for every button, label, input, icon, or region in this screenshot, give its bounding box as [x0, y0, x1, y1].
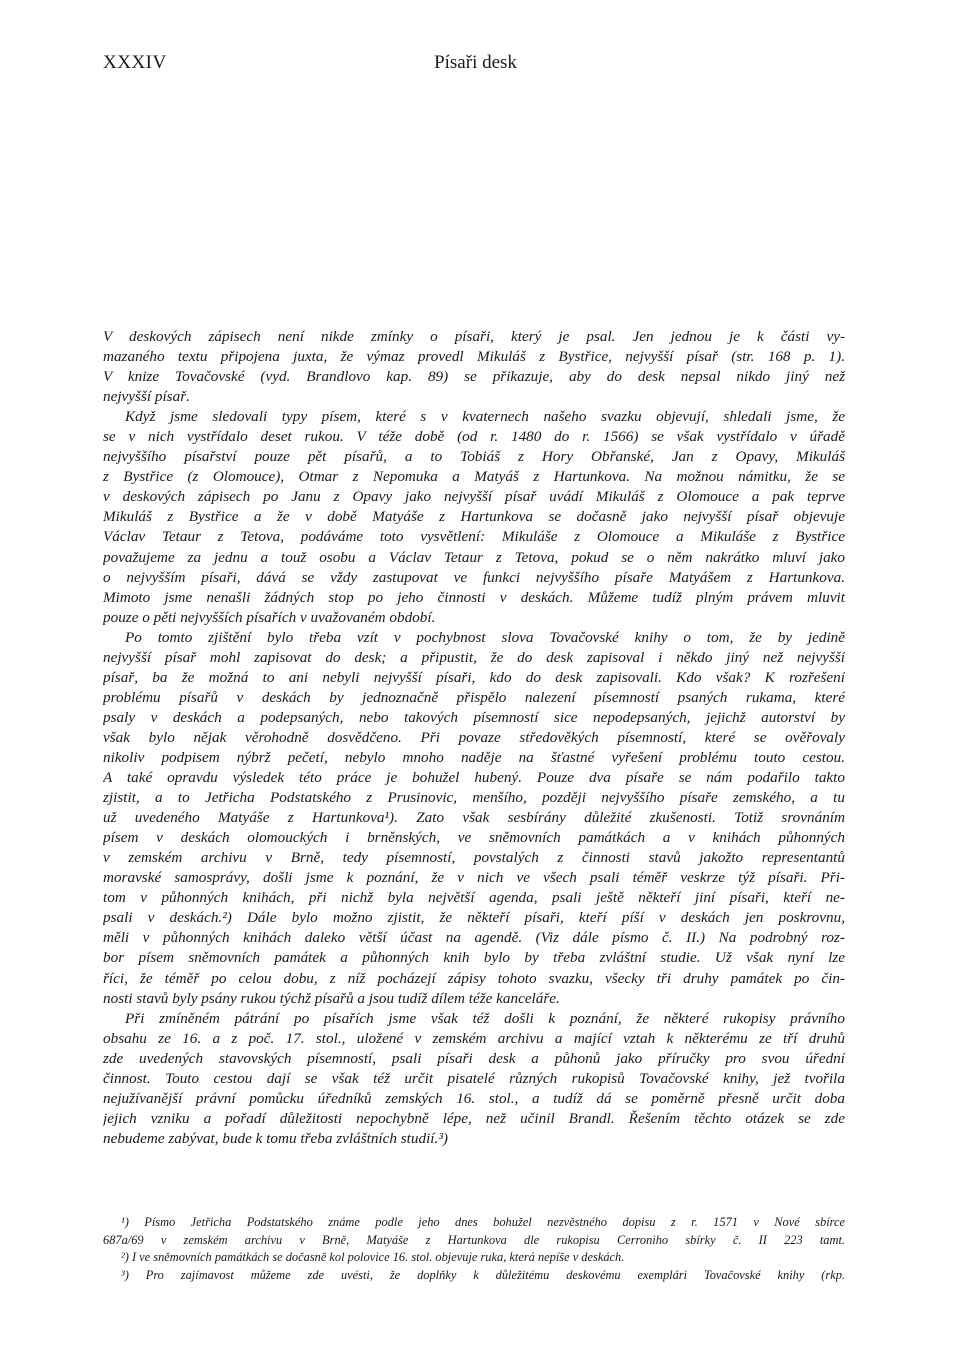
body-line: už uvedeného Matyáše z Hartunkova¹). Zato však sesbírány důležité zkušenosti. Totiž srovnáním: [103, 809, 845, 827]
body-line: se v nich vystřídalo deset rukou. V téže době (od r. 1480 do r. 1566) se však vystřídalo v úřadě: [103, 428, 845, 446]
body-text: [103, 327, 845, 1149]
footnote-line: ³) Pro zajímavost můžeme zde uvésti, že doplňky k důležitému deskovému exemplári Tovačovské knihy (rkp.: [121, 1267, 845, 1282]
body-line: A také opravdu výsledek této práce je bohužel hubený. Pouze dva písaře se nám podařilo takto: [103, 769, 845, 787]
footnotes: [103, 1214, 845, 1284]
body-line: z Bystřice (z Olomouce), Otmar z Nepomuka a Matyáš z Hartunkova. Na možnou námitku, že se: [103, 468, 845, 486]
body-line: V deskových zápisech není nikde zmínky o písaři, který je psal. Jen jednou je k části vy-: [103, 328, 845, 345]
body-line: nejužívanější právní pomůcku úředníků zemských 16. stol., a tudíž dá se poměrně přesně určit doba: [103, 1089, 845, 1107]
body-line: nosti stavů byly psány rukou týchž písařů a jsou tudíž dílem téže kanceláře.: [103, 989, 560, 1007]
body-line: problému písařů v deskách by jednoznačně přispělo nalezení písemností psaných rukama, které: [103, 688, 845, 706]
footnote-line: ¹) Písmo Jetřicha Podstatského známe podle jeho dnes bohužel nezvěstného dopisu z r. 1571 v Nové sbírce: [121, 1215, 845, 1229]
body-line: zjistit, a to Jetřicha Podstatského z Prusinovic, menšího, později nejvyššího písaře zemského, a tu: [103, 789, 845, 807]
body-line: o nejvyšším písaři, dává se vždy zastupovat ve funkci nejvyššího písaře Matyášem z Hartunkova.: [103, 568, 845, 586]
body-line: v deskových zápisech po Janu z Opavy jako nejvyšší písař uvádí Mikuláš z Olomouce a pak teprve: [103, 488, 845, 506]
body-line: Při zmíněném pátrání po písařích jsme však též došli k poznání, že některé rukopisy právního: [125, 1009, 845, 1027]
page-number: XXXIV: [103, 52, 167, 73]
body-line: písař, ba že možná to ani nebyli nejvyšší písaři, kdo do desk zapisovali. Kdo však? K rozřešení: [103, 668, 845, 686]
body-line: Po tomto zjištění bylo třeba vzít v pochybnost slova Tovačovské knihy o tom, že by jedině: [125, 628, 845, 646]
footnote-line: 687a/69 v zemském archivu v Brně, Matyáše z Hartunkova dle rukopisu Cerroniho sbírky č. II 223 tamt.: [103, 1232, 845, 1247]
body-line: Mikuláš z Bystřice a že v době Matyáše z Hartunkova se dočasně jako nejvyšší písař objevuje: [103, 508, 845, 526]
running-title: Písaři desk: [434, 52, 517, 73]
body-line: písem v deskách olomouckých i brněnských, ve sněmovních památkách a v knihách půhonných: [103, 829, 845, 847]
body-line: nejvyšší písař.: [103, 388, 190, 406]
body-line: jejich vzniku a pořadí důležitosti nepochybně lépe, než učinil Brandl. Řešením těchto otázek se zde: [103, 1109, 845, 1127]
body-line: psali v deskách.²) Dále bylo možno zjistit, že někteří písaři, kteří píší v deskách jen poskrovnu,: [103, 909, 845, 927]
body-line: říci, že téměř po celou dobu, z níž pocházejí zápisy tohoto svazku, všecky tři druhy památek po čin-: [103, 969, 845, 987]
body-line: psaly v deskách a podepsaných, nebo takových písemností sice nepodepsaných, jejichž autorství by: [103, 708, 845, 726]
page-header: [103, 52, 848, 82]
body-line: zde uvedených stavovských písemností, psali písaři desk a půhonů jako příručky pro svou úřední: [103, 1049, 845, 1067]
body-line: v zemském archivu v Brně, tedy písemností, povstalých z činnosti stavů jakožto representantů: [103, 849, 845, 867]
body-line: nejvyšší písař mohl zapisovat do desk; a připustit, že do desk zapisoval i někdo jiný než nejvyšší: [103, 648, 845, 666]
body-line: tom v půhonných knihách, při nichž byla největší agenda, psali ještě někteří jiní písaři, kteří ne-: [103, 889, 845, 907]
body-line: V knize Tovačovské (vyd. Brandlovo kap. 89) se přikazuje, aby do desk nepsal nikdo jiný než: [103, 368, 845, 386]
body-line: činnost. Touto cestou dají se však též určit pisatelé různých rukopisů Tovačovské knihy, jež tvořila: [103, 1069, 845, 1087]
body-line: však bylo nějak věrohodně dosvědčeno. Při povaze středověkých písemností, které se ověřovaly: [103, 728, 845, 746]
body-line: bor písem sněmovních památek a půhonných knih bylo by třeba zvláštní studie. Už však nyní lze: [103, 949, 845, 967]
body-line: považujeme za jednu a touž osobu a Václav Tetaur z Tetova, pokud se o něm nakrátko mluví jako: [103, 548, 845, 566]
body-line: moravské samosprávy, došli jsme k poznání, že v nich ve všech psali téměř veskrze týž písaři. Při-: [103, 869, 845, 887]
body-line: měli v půhonných knihách daleko větší účast na agendě. (Viz dále písmo č. II.) Na podrobný roz-: [103, 929, 845, 947]
body-line: Mimoto jsme nenašli žádných stop po jeho činnosti v deskách. Můžeme tudíž plným právem mluvit: [103, 588, 845, 606]
body-line: mazaného textu připojena juxta, že výmaz provedl Mikuláš z Bystřice, nejvyšší písař (str. 168 p. 1).: [103, 348, 845, 366]
body-line: nebudeme zabývat, bude k tomu třeba zvláštních studií.³): [103, 1129, 448, 1147]
body-line: Když jsme sledovali typy písem, které s v kvaternech našeho svazku objevují, shledali jsme, že: [125, 408, 845, 426]
body-line: Václav Tetaur z Tetova, podáváme toto vysvětlení: Mikuláše z Olomouce a Mikuláše z Bystřice: [103, 528, 845, 546]
body-line: nikoliv podpisem nýbrž pečetí, nebylo mnoho naděje na šťastné vyřešení problému touto cestou.: [103, 748, 845, 766]
footnote-line: ²) I ve sněmovních památkách se dočasně kol polovice 16. stol. objevuje ruka, která nepíše v deskách.: [121, 1250, 625, 1264]
body-line: obsahu ze 16. a z poč. 17. stol., uložené v zemském archivu a mající vztah k některému ze tří druhů: [103, 1029, 845, 1047]
body-line: pouze o pěti nejvyšších písařích v uvažovaném období.: [103, 608, 436, 626]
body-line: nejvyššího písařství pouze pět písařů, a to Tobiáš z Hory Obřanské, Jan z Opavy, Mikuláš: [103, 448, 845, 466]
